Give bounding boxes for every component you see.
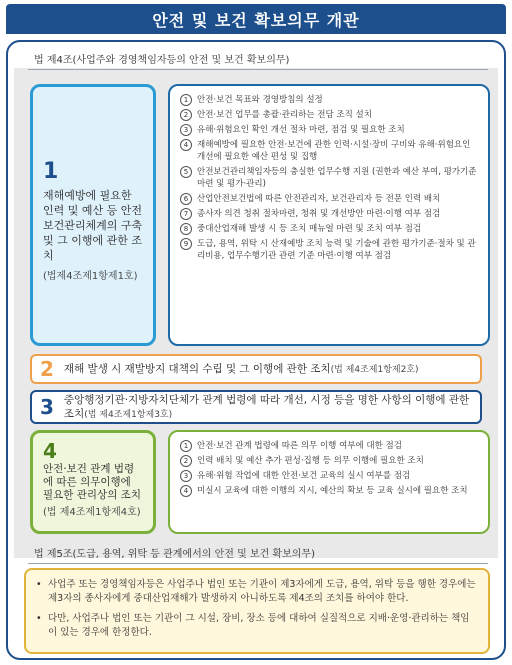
circled-number: 4: [180, 485, 192, 497]
item-3-number: 3: [40, 395, 54, 419]
item-1-ref: (법제4조제1항제1호): [43, 271, 138, 282]
item4-list-item: [180, 470, 478, 482]
circled-number: 7: [180, 208, 192, 220]
item-4-label: 안전·보건 관계 법령에 따른 의무이행에 필요한 관리상의 조치: [43, 463, 141, 501]
item-2-text: 재해 발생 시 재발방지 대책의 수립 및 그 이행에 관한 조치(법 제4조제1항제2호): [63, 362, 419, 375]
circled-number: 9: [180, 238, 192, 250]
list-item-text: 중대산업재해 발생 시 등 조치 매뉴얼 마련 및 조치 여부 점검: [197, 224, 422, 234]
list-item-text: 종사자 의견 청취 절차마련, 청취 및 개선방안 마련·이행 여부 점검: [197, 209, 441, 219]
item1-list-item: [180, 166, 478, 190]
circled-number: 1: [180, 94, 192, 106]
item-1-list: [168, 84, 490, 346]
circled-number: 4: [180, 139, 192, 151]
circled-number: 2: [180, 455, 192, 467]
list-item-text: 유해·위험 작업에 대한 안전·보건 교육의 실시 여부를 점검: [197, 471, 411, 481]
circled-number: 8: [180, 223, 192, 235]
item1-list-item: [180, 94, 478, 106]
section-heading-article-4: 법 제4조(사업주와 경영책임자등의 안전 및 보건 확보의무): [28, 48, 488, 70]
list-item-text: 안전·보건 관계 법령에 따른 의무 이행 여부에 대한 점검: [197, 441, 402, 451]
list-item-text: 인력 배치 및 예산 추가 편성·집행 등 의무 이행에 필요한 조치: [197, 456, 424, 466]
circled-number: 3: [180, 470, 192, 482]
item-1-number: 1: [43, 159, 59, 184]
item-4-ref: (법 제4조제1항제4호): [43, 507, 141, 518]
overview-panel: [6, 40, 506, 660]
item1-list-item: [180, 208, 478, 220]
article-5-bullet: • 다만, 사업주나 법인 또는 기관이 그 시설, 장비, 장소 등에 대하여 실질적으로 지배·운영·관리하는 책임이 있는 경우에 한정한다.: [36, 613, 470, 638]
article-5-box: [24, 568, 490, 654]
article-5-bullet: • 사업주 또는 경영책임자등은 사업주나 법인 또는 기관이 제3자에게 도급, 용역, 위탁 등을 행한 경우에는 제3자의 종사자에게 중대산업재해가 발생하지 아니하도록 제4조의 조치를 하여야 한다.: [36, 579, 476, 604]
page-title: 안전 및 보건 확보의무 개관: [6, 4, 506, 34]
circled-number: 1: [180, 440, 192, 452]
item-4-list: [168, 430, 490, 534]
circled-number: 6: [180, 193, 192, 205]
list-item-text: 재해예방에 필요한 안전·보건에 관한 인력·시설·장비 구비와 유해·위험요인 개선에 필요한 예산 편성 및 집행: [197, 140, 471, 162]
item-3-box: [30, 390, 482, 424]
item-4-box: [30, 430, 156, 534]
item1-list-item: [180, 223, 478, 235]
list-item-text: 유해·위험요인 확인 개선 절차 마련, 점검 및 필요한 조치: [197, 125, 405, 135]
section-heading-article-5: 법 제5조(도급, 용역, 위탁 등 관계에서의 안전 및 보건 확보의무): [28, 542, 488, 564]
item1-list-item: [180, 193, 478, 205]
list-item-text: 도급, 용역, 위탁 시 산재예방 조치 능력 및 기술에 관한 평가기준·절차 및 관리비용, 업무수행기관 관련 기준 마련·이행 여부 점검: [197, 239, 476, 261]
item1-list-item: [180, 124, 478, 136]
item-1-label: 재해예방에 필요한 인력 및 예산 등 안전보건관리체계의 구축 및 그 이행에 관한 조치: [43, 189, 143, 262]
item4-list-item: [180, 485, 478, 497]
list-item-text: 안전보건관리책임자등의 충실한 업무수행 지원 (권한과 예산 부여, 평가기준 마련 및 평가·관리): [197, 167, 477, 189]
item-2-number: 2: [40, 357, 54, 381]
item4-list-item: [180, 455, 478, 467]
item-3-text: 중앙행정기관·지방자치단체가 관계 법령에 따라 개선, 시정 등을 명한 사항의 이행에 관한 조치(법 제4조제1항제3호): [63, 393, 470, 420]
item-1-box: [30, 84, 156, 346]
list-item-text: 미실시 교육에 대한 이행의 지시, 예산의 확보 등 교육 실시에 필요한 조치: [197, 486, 468, 496]
list-item-text: 안전·보건 목표와 경영방침의 설정: [197, 95, 323, 105]
circled-number: 3: [180, 124, 192, 136]
list-item-text: 산업안전보건법에 따른 안전관리자, 보건관리자 등 전문 인력 배치: [197, 194, 441, 204]
item4-list-item: [180, 440, 478, 452]
item-2-box: [30, 354, 482, 384]
circled-number: 2: [180, 109, 192, 121]
item-4-number: 4: [43, 439, 57, 463]
item1-list-item: [180, 109, 478, 121]
item1-list-item: [180, 139, 478, 163]
list-item-text: 안전·보건 업무를 총괄·관리하는 전담 조직 설치: [197, 110, 372, 120]
item1-list-item: [180, 238, 478, 262]
circled-number: 5: [180, 166, 192, 178]
